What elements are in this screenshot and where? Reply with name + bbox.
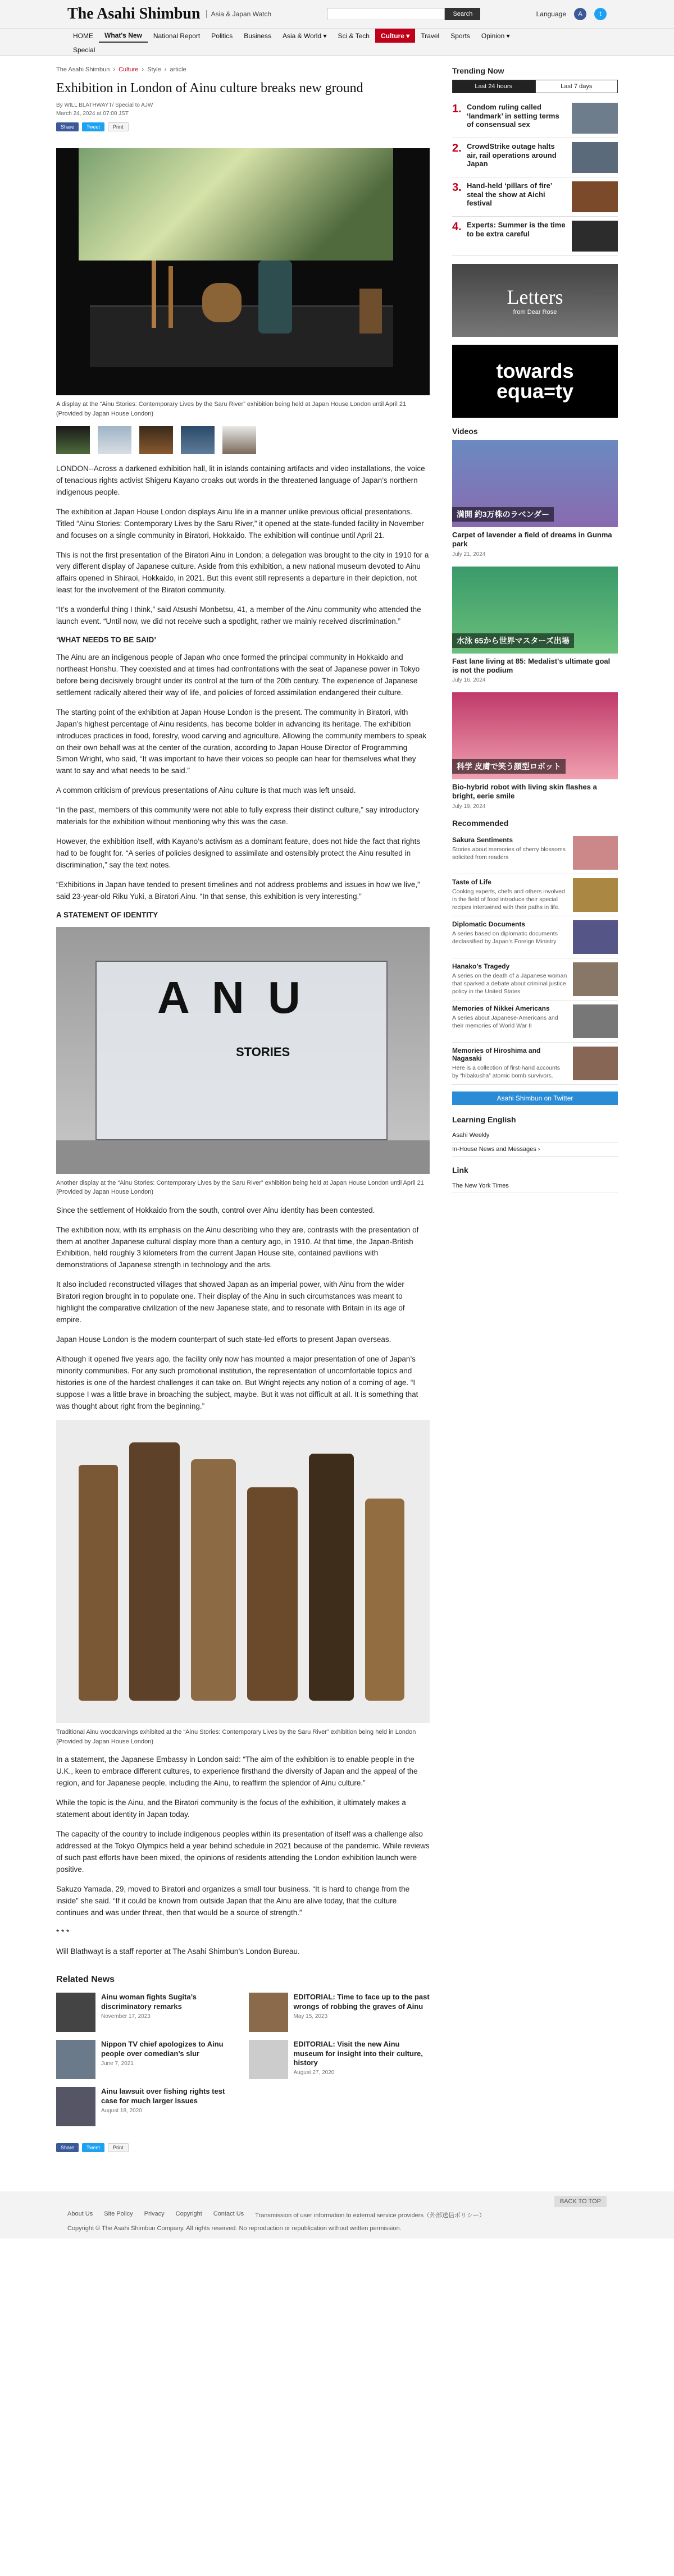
letters-title: Letters <box>507 286 563 308</box>
recommended-text <box>452 1004 567 1038</box>
nav-item[interactable]: Sports <box>450 31 470 40</box>
recommended-thumbnail[interactable] <box>573 878 618 912</box>
breadcrumb: The Asahi Shimbun › Culture › Style › article <box>56 66 186 73</box>
recommended-title[interactable]: Memories of Nikkei Americans <box>452 1004 550 1012</box>
sidebar <box>452 66 618 2169</box>
videos-heading: Videos <box>452 427 478 436</box>
related-item[interactable] <box>56 2087 238 2126</box>
video-item[interactable] <box>452 692 618 810</box>
related-date: June 7, 2021 <box>101 2060 134 2067</box>
related-date: August 27, 2020 <box>293 2070 335 2076</box>
article-paragraph: Japan House London is the modern counterpart of such state-led efforts to present Japan overseas. <box>56 1335 391 1344</box>
article-paragraph: However, the exhibition itself, with Kayano’s activism as a dominant feature, does not hide the fact that rights had to be fought for. “A series of policies designed to assimilate and ostensibly protect the Ainu resulted in discrimination,” say the text notes. <box>56 837 421 869</box>
section-heading-1: ‘WHAT NEEDS TO BE SAID’ <box>56 636 157 645</box>
paragraph-group-a <box>56 463 430 628</box>
article-paragraph: “It’s a wonderful thing I think,” said Atsushi Monbetsu, 41, a member of the Ainu community who attended the launch event. “Until now, we did not receive such a spotlight, rather we mainly received discrimination.” <box>56 605 421 626</box>
related-thumbnail[interactable] <box>56 2040 95 2079</box>
related-grid <box>56 1993 430 2126</box>
footer-link[interactable]: About Us <box>67 2210 93 2218</box>
nav-item[interactable]: Opinion ▾ <box>481 31 510 40</box>
video-overlay-text: 科学 皮膚で笑う顔型ロボット <box>452 759 566 774</box>
search-button[interactable]: Search <box>445 8 480 20</box>
recommended-item[interactable] <box>452 832 618 874</box>
publish-date: March 24, 2024 at 07:00 JST <box>56 111 129 117</box>
letters-subtitle: from Dear Rose <box>513 309 557 316</box>
recommended-title[interactable]: Hanako’s Tragedy <box>452 962 510 970</box>
photo-thumbnails <box>56 426 430 454</box>
breadcrumb-style[interactable]: Style <box>147 66 161 73</box>
tab-7-days[interactable]: Last 7 days <box>535 80 618 93</box>
related-text <box>101 2087 238 2126</box>
recommended-desc: A series on the death of a Japanese woman that sparked a debate about criminal justice policy in the United States <box>452 972 567 995</box>
thumbnail[interactable] <box>139 426 173 454</box>
article-paragraph: A common criticism of previous presentations of Ainu culture is that much was left unsaid. <box>56 786 356 795</box>
learning-link[interactable]: Asahi Weekly <box>452 1129 618 1143</box>
recommended-item[interactable] <box>452 874 618 916</box>
search-box <box>327 8 480 20</box>
article-paragraph: In a statement, the Japanese Embassy in London said: “The aim of the exhibition is to enable people in the U.K., keen to embrace different cultures, to experience firsthand the diversity of Japan and the appeal of the region, and for Japanese people, including the Ainu, to reaffirm the splendor of Ainu culture.” <box>56 1755 418 1788</box>
related-thumbnail[interactable] <box>56 2087 95 2126</box>
photo-caption-1: A display at the “Ainu Stories: Contemporary Lives by the Saru River” exhibition being held at Japan House London until April 21 (Provided by Japan House London) <box>56 401 407 417</box>
video-thumbnail[interactable] <box>452 692 618 779</box>
videos-section <box>452 427 618 810</box>
related-item[interactable] <box>249 1993 430 2032</box>
letters-banner[interactable] <box>452 264 618 337</box>
video-date: July 19, 2024 <box>452 803 486 810</box>
thumbnail[interactable] <box>56 426 90 454</box>
footer-link[interactable]: Transmission of user information to external service providers（外部送信ポリシー） <box>255 2212 485 2219</box>
page-title: Exhibition in London of Ainu culture breaks new ground <box>56 81 363 95</box>
nav-item[interactable]: HOME <box>73 31 93 40</box>
recommended-desc: A series about Japanese-Americans and their memories of World War II <box>452 1014 558 1029</box>
nav-row-main <box>67 29 607 43</box>
recommended-title[interactable]: Memories of Hiroshima and Nagasaki <box>452 1046 541 1062</box>
nav-item[interactable]: Sci & Tech <box>338 31 370 40</box>
recommended-thumbnail[interactable] <box>573 836 618 870</box>
article-paragraph: * * * <box>56 1928 70 1936</box>
share-bar-bottom <box>56 2143 430 2152</box>
logo-text[interactable]: The Asahi Shimbun <box>67 5 201 22</box>
related-text <box>101 1993 238 2032</box>
video-overlay-text: 満開 約3万株のラベンダー <box>452 507 554 522</box>
nav-item[interactable]: National Report <box>153 31 201 40</box>
trending-title[interactable]: Experts: Summer is the time to be extra careful <box>467 221 566 238</box>
article-paragraph: Since the settlement of Hokkaido from the south, control over Ainu identity has been contested. <box>56 1205 375 1214</box>
article-paragraph: The starting point of the exhibition at Japan House London is the present. The community in Biratori, with Japan’s highest percentage of Ainu residents, has become bolder in advancing its heritage. The exhibition introduces practices in food, forestry, wood carving and agriculture. Allowing the community members to speak on their own behalf was at the center of the curation, according to Japan House Director of Programming Simon Wright, who said, “It was important to have their voices so people can hear for themselves what they want to say and what needs to be said.” <box>56 707 427 775</box>
back-to-top-button[interactable]: BACK TO TOP <box>554 2196 607 2207</box>
footer-link[interactable]: Privacy <box>144 2210 165 2218</box>
learning-heading: Learning English <box>452 1115 516 1124</box>
related-item[interactable] <box>249 2040 430 2079</box>
page-body <box>56 56 618 2169</box>
recommended-thumbnail[interactable] <box>573 1047 618 1080</box>
article-paragraph: LONDON--Across a darkened exhibition hall, lit in islands containing artifacts and video installations, the voice of tenacious rights activist Shigeru Kayano croaks out words in the threatened language of Japan’s northern indigenous people. <box>56 464 425 496</box>
hero-photo[interactable] <box>56 148 430 395</box>
nav-item[interactable]: Politics <box>211 31 233 40</box>
related-title[interactable]: Ainu lawsuit over fishing rights test case for much larger issues <box>101 2087 225 2105</box>
nav-item[interactable]: Special <box>73 45 95 54</box>
related-date: August 18, 2020 <box>101 2107 142 2114</box>
print-button[interactable]: Print <box>108 122 129 131</box>
related-title[interactable]: Ainu woman fights Sugita’s discriminatory remarks <box>101 1993 197 2011</box>
related-title[interactable]: EDITORIAL: Visit the new Ainu museum for insight into their culture, history <box>293 2040 423 2067</box>
article-paragraph: “In the past, members of this community were not able to fully express their distinct culture,” say introductory materials for the exhibition without mentioning why this was the case. <box>56 806 420 826</box>
facebook-share-button[interactable]: Share <box>56 2143 79 2152</box>
nav-row-special <box>67 43 607 57</box>
language-link[interactable]: Language <box>536 10 566 18</box>
footer-link[interactable]: Contact Us <box>213 2210 244 2218</box>
article-paragraph: The Ainu are an indigenous people of Japan who once formed the principal community in Hokkaido and northeast Honshu. They coexisted and at times had confrontations with the seat of Japanese power in Tokyo before being decisively brought under its control at the turn of the 20th century. The experience of Japanese settlement radically altered their way of life, and policies of forced assimilation endangered their culture. <box>56 653 420 697</box>
twitter-icon[interactable]: t <box>594 8 607 20</box>
related-text <box>101 2040 238 2079</box>
related-news <box>56 1975 430 2126</box>
article-main <box>56 66 430 2169</box>
logo-subtitle: Asia & Japan Watch <box>206 10 272 18</box>
article-body <box>56 463 430 1958</box>
nav-item[interactable]: Travel <box>421 31 440 40</box>
trending-heading: Trending Now <box>452 66 504 75</box>
trending-thumbnail[interactable] <box>572 103 618 134</box>
twitter-share-button[interactable]: Tweet <box>82 122 104 131</box>
top-bar <box>0 0 674 28</box>
related-date: May 15, 2023 <box>293 2013 328 2020</box>
trending-thumbnail[interactable] <box>572 221 618 252</box>
article-paragraph: “Exhibitions in Japan have tended to present timelines and not address problems and issues in how we live,” said 23-year-old Riku Yuki, a Biratori Ainu. “In that sense, this exhibition is very interesting.” <box>56 880 420 901</box>
copyright: Copyright © The Asahi Shimbun Company. All rights reserved. No reproduction or republication without written permission. <box>67 2225 402 2232</box>
recommended-text <box>452 836 567 870</box>
trending-title[interactable]: CrowdStrike outage halts air, rail operations around Japan <box>467 142 557 168</box>
equality-banner[interactable] <box>452 345 618 418</box>
trending-item[interactable] <box>452 177 618 217</box>
related-item[interactable] <box>56 2040 238 2079</box>
trending-tabs <box>452 80 618 93</box>
photo-caption-3: Traditional Ainu woodcarvings exhibited at the “Ainu Stories: Contemporary Lives by the Saru River” exhibition being held in London (Provided by Japan House London) <box>56 1729 416 1745</box>
nav-item[interactable]: What's New <box>99 29 148 43</box>
video-date: July 21, 2024 <box>452 551 486 558</box>
nyt-link[interactable]: The New York Times <box>452 1179 618 1193</box>
related-title[interactable]: Nippon TV chief apologizes to Ainu people over comedian’s slur <box>101 2040 224 2058</box>
related-heading: Related News <box>56 1975 115 1985</box>
equality-title: towards equa=ty <box>496 359 574 403</box>
recommended-item[interactable] <box>452 1001 618 1043</box>
recommended-heading: Recommended <box>452 818 509 828</box>
recommended-thumbnail[interactable] <box>573 920 618 954</box>
video-item[interactable] <box>452 567 618 684</box>
related-title[interactable]: EDITORIAL: Time to face up to the past wrongs of robbing the graves of Ainu <box>293 1993 430 2011</box>
twitter-follow-button[interactable]: Asahi Shimbun on Twitter <box>452 1091 618 1105</box>
trending-list <box>452 99 618 256</box>
nav-item[interactable]: Business <box>244 31 271 40</box>
article-paragraph: While the topic is the Ainu, and the Biratori community is the focus of the exhibition, it ultimately makes a statement about identity in Japan today. <box>56 1798 406 1819</box>
video-title[interactable]: Carpet of lavender a field of dreams in Gunma park <box>452 531 612 549</box>
main-nav <box>0 28 674 56</box>
recommended-item[interactable] <box>452 958 618 1001</box>
trending-thumbnail[interactable] <box>572 142 618 173</box>
recommended-item[interactable] <box>452 1043 618 1085</box>
nav-item[interactable]: Culture ▾ <box>375 29 415 43</box>
trending-title[interactable]: Hand-held ‘pillars of fire’ steal the show at Aichi festival <box>467 181 552 208</box>
recommended-title[interactable]: Diplomatic Documents <box>452 920 526 928</box>
recommended-desc: Here is a collection of first-hand accounts by “hibakusha” atomic bomb survivors. <box>452 1064 561 1079</box>
nav-item[interactable]: Asia & World ▾ <box>282 31 327 40</box>
recommended-list <box>452 832 618 1085</box>
trending-item[interactable] <box>452 217 618 256</box>
share-bar <box>56 122 430 131</box>
site-logo[interactable] <box>67 5 271 23</box>
video-list <box>452 440 618 810</box>
author-note: Will Blathwayt is a staff reporter at The Asahi Shimbun’s London Bureau. <box>56 1947 300 1956</box>
article-paragraph: Sakuzo Yamada, 29, moved to Biratori and organizes a small tour business. “It is hard to change from the inside” she said. “If it could be known from outside Japan that the Ainu are alive today, that the culture continues and was under threat, then that would be a source of strength.” <box>56 1884 410 1917</box>
paragraph-group-c <box>56 1205 430 1413</box>
video-date: July 16, 2024 <box>452 677 486 683</box>
print-button[interactable]: Print <box>108 2143 129 2152</box>
thumbnail[interactable] <box>98 426 131 454</box>
article-paragraph: Although it opened five years ago, the facility only now has mounted a major presentation of one of Japan’s minority communities. For any such promotional institution, the representation of uncomfortable topics and histories is one of the hardest challenges it can take on. But Wright rejects any notion of a coming of age. “I suppose I was a little brave in broaching the subject, maybe. But it was not difficult at all. It is something that was thought about right from the beginning.” <box>56 1354 418 1410</box>
twitter-share-button[interactable]: Tweet <box>82 2143 104 2152</box>
photo-caption-2: Another display at the “Ainu Stories: Contemporary Lives by the Saru River” exhibition being held at Japan House London until April 21 (Provided by Japan House London) <box>56 1179 424 1196</box>
recommended-thumbnail[interactable] <box>573 962 618 996</box>
trending-item[interactable] <box>452 138 618 177</box>
learning-link[interactable]: In-House News and Messages › <box>452 1143 618 1157</box>
article-paragraph: The capacity of the country to include indigenous peoples within its presentation of itself was a challenge also addressed at the Tokyo Olympics held a year behind schedule in 2021 because of the pandemic. While reviews of such past efforts have been mixed, the opinions of residents attending the London exhibition launch were positive. <box>56 1830 430 1874</box>
tab-24-hours[interactable]: Last 24 hours <box>452 80 535 93</box>
recommended-desc: Stories about memories of cherry blossoms solicited from readers <box>452 846 566 861</box>
thumbnail[interactable] <box>181 426 215 454</box>
breadcrumb-culture[interactable]: Culture <box>119 66 139 73</box>
breadcrumb-current: article <box>170 66 186 73</box>
exhibit-sign-letters: A N U <box>157 972 306 1022</box>
recommended-thumbnail[interactable] <box>573 1004 618 1038</box>
facebook-icon[interactable]: A <box>574 8 586 20</box>
facebook-share-button[interactable]: Share <box>56 122 79 131</box>
trending-title[interactable]: Condom ruling called ‘landmark’ in setting terms of consensual sex <box>467 103 559 129</box>
related-text <box>294 1993 430 2032</box>
recommended-text <box>452 920 567 954</box>
related-thumbnail[interactable] <box>56 1993 95 2032</box>
video-thumbnail[interactable] <box>452 567 618 654</box>
recommended-text <box>452 962 567 996</box>
paragraph-group-b <box>56 652 430 903</box>
paragraph-group-d <box>56 1754 430 1938</box>
breadcrumb-home[interactable]: The Asahi Shimbun <box>56 66 110 73</box>
footer-link[interactable]: Copyright <box>175 2210 202 2218</box>
trending-number: 2. <box>452 142 462 154</box>
article-paragraph: It also included reconstructed villages that showed Japan as an imperial power, with Ainu from the wider Biratori region brought in to populate one. Their display of the Ainu in such circumstances was meant to highlight the comparative civilization of the new Japanese state, and to resonate with Britain in its age of empire. <box>56 1280 405 1324</box>
recommended-text <box>452 878 567 912</box>
related-thumbnail[interactable] <box>249 2040 288 2079</box>
byline: By WILL BLATHWAYT/ Special to AJW <box>56 102 153 108</box>
thumbnail[interactable] <box>222 426 256 454</box>
video-title[interactable]: Fast lane living at 85: Medalist's ultimate goal is not the podium <box>452 656 611 674</box>
trending-thumbnail[interactable] <box>572 181 618 212</box>
trending-number: 3. <box>452 181 462 194</box>
section-heading-2: A STATEMENT OF IDENTITY <box>56 910 158 919</box>
footer-links <box>67 2210 607 2219</box>
exhibit-photo[interactable] <box>56 927 430 1174</box>
article-paragraph: The exhibition at Japan House London displays Ainu life in a manner unlike previous official presentations. Titled “Ainu Stories: Contemporary Lives by the Saru River,” it opened at the state-funded facility in November and focuses on a single community in Biratori, Hokkaido. The exhibition will continue until April 21. <box>56 507 424 540</box>
recommended-text <box>452 1047 567 1080</box>
article-paragraph: This is not the first presentation of the Biratori Ainu in London; a delegation was brought to the city in 1910 for a very different display of Japanese culture. Aside from this exhibition, a new national museum devoted to Ainu affairs opened in Shiraoi, Hokkaido, in 2021. But this event still represents a departure in their depiction, not least for the involvement of the Biratori community. <box>56 550 429 595</box>
video-thumbnail[interactable] <box>452 440 618 527</box>
footer-link[interactable]: Site Policy <box>104 2210 133 2218</box>
video-item[interactable] <box>452 440 618 558</box>
recommended-title[interactable]: Taste of Life <box>452 878 491 886</box>
trending-number: 1. <box>452 103 462 115</box>
recommended-desc: A series based on diplomatic documents declassified by Japan’s Foreign Ministry <box>452 930 558 945</box>
trending-number: 4. <box>452 221 462 233</box>
top-right <box>536 8 607 20</box>
search-input[interactable] <box>327 8 445 20</box>
recommended-desc: Cooking experts, chefs and others involved in the field of food introduce their special recipes intertwined with their paths in life. <box>452 888 565 911</box>
article-paragraph: The exhibition now, with its emphasis on the Ainu describing who they are, contrasts with the presentation of them at another Japanese cultural display more than a century ago, in 1910. At that time, the Japan-British Exhibition, held roughly 3 kilometers from the current Japan House site, contained pavilions with demonstrations of Japanese strength in technology and the arts. <box>56 1225 419 1269</box>
related-thumbnail[interactable] <box>249 1993 288 2032</box>
related-item[interactable] <box>56 1993 238 2032</box>
trending-item[interactable] <box>452 99 618 138</box>
woodcarving-photo[interactable] <box>56 1420 430 1723</box>
video-title[interactable]: Bio-hybrid robot with living skin flashes a bright, eerie smile <box>452 783 597 801</box>
recommended-item[interactable] <box>452 916 618 958</box>
recommended-title[interactable]: Sakura Sentiments <box>452 835 513 844</box>
video-overlay-text: 水泳 65から世界マスターズ出場 <box>452 633 574 648</box>
link-heading: Link <box>452 1165 468 1175</box>
related-text <box>294 2040 430 2079</box>
exhibit-sign-stories: STORIES <box>236 1044 290 1059</box>
related-date: November 17, 2023 <box>101 2013 151 2020</box>
footer <box>0 2191 674 2239</box>
